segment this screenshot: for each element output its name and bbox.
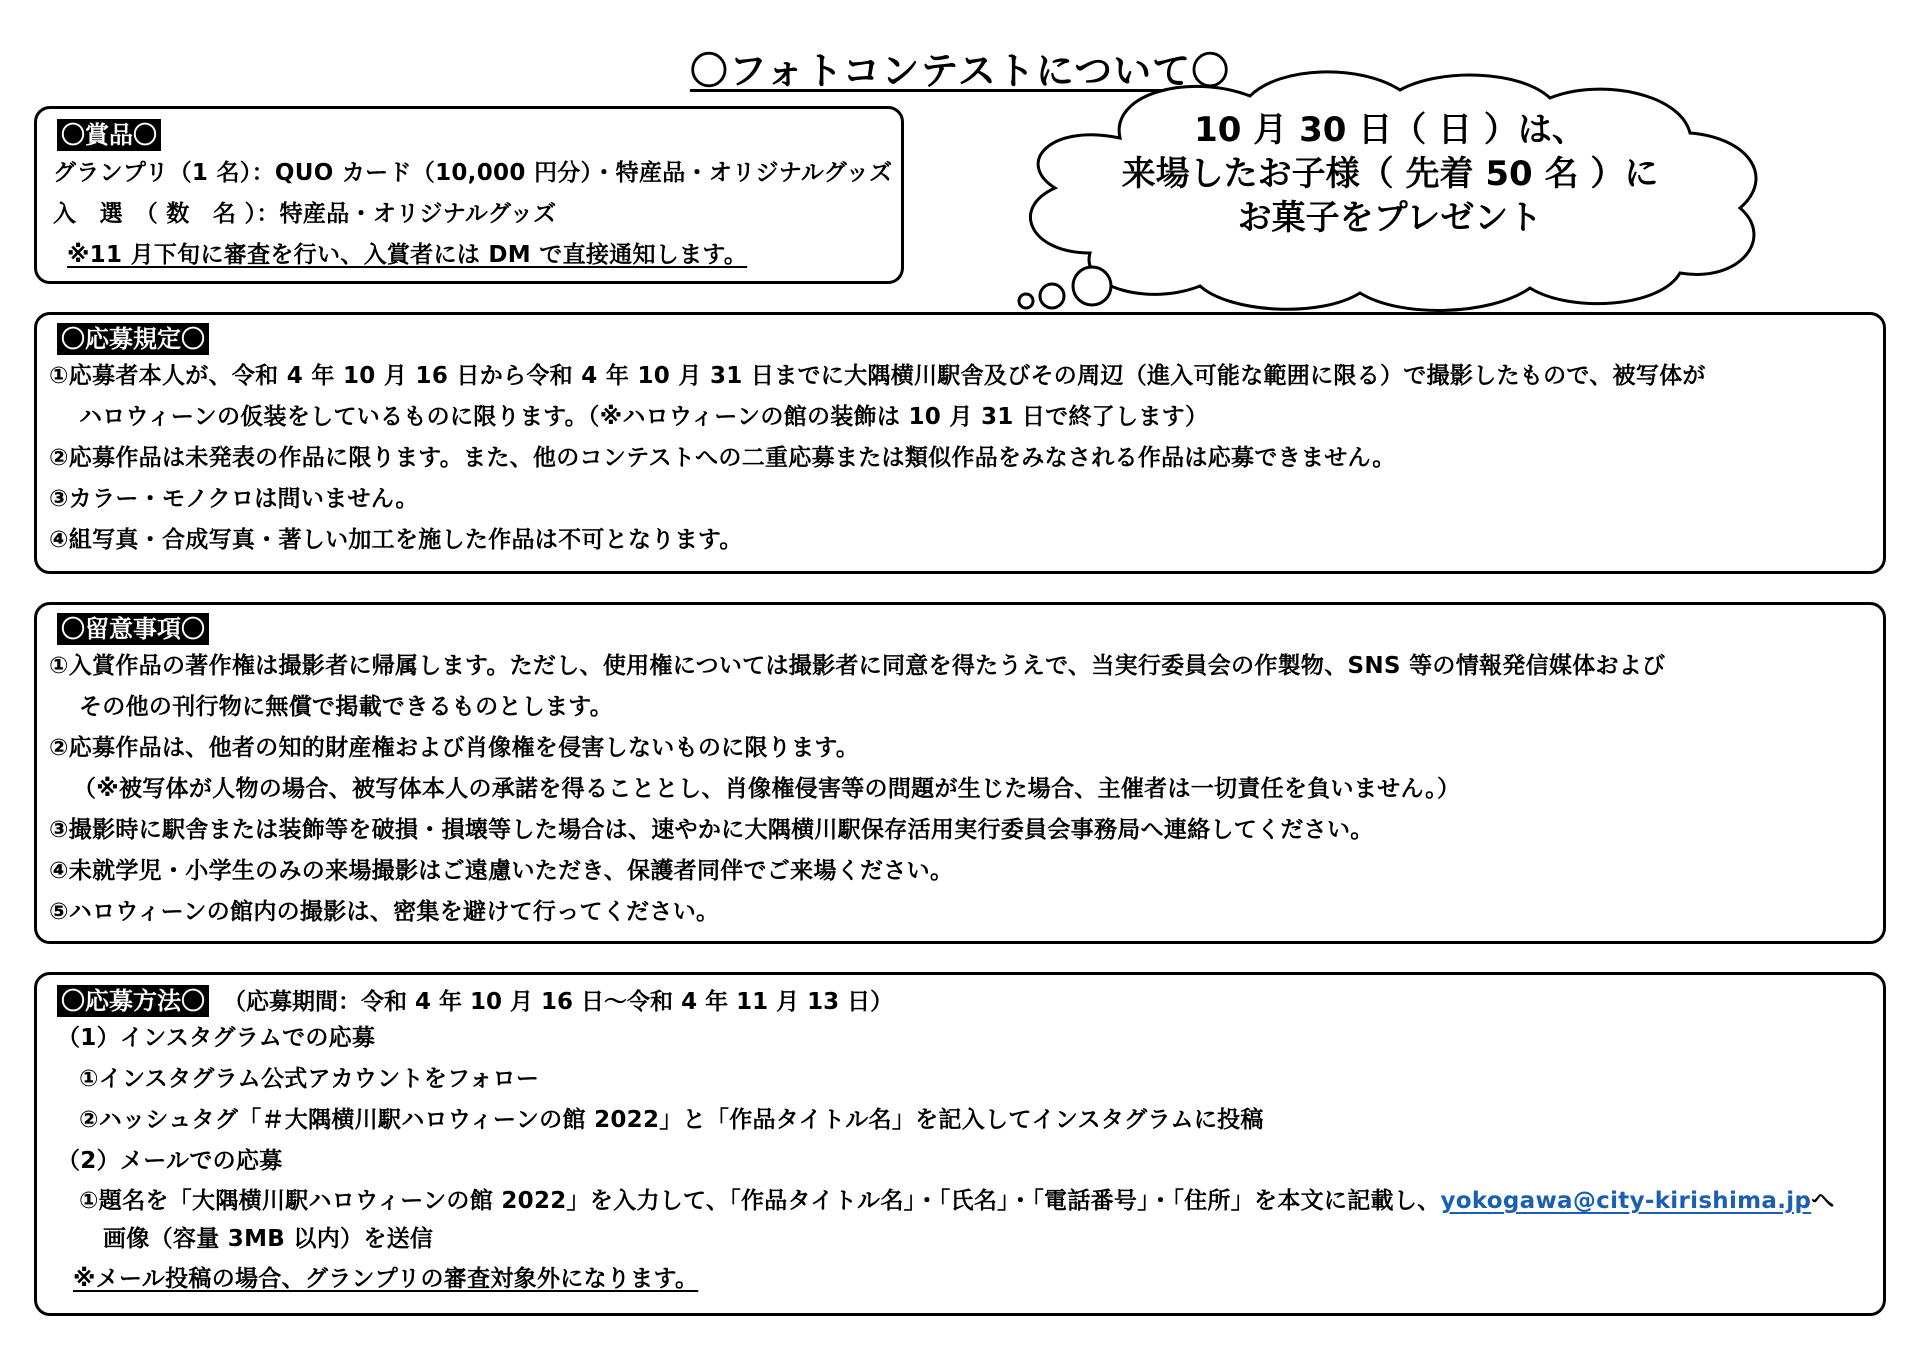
mail-step-suffix: へ	[1811, 1188, 1835, 1214]
method-mail-step-1	[57, 1182, 1883, 1220]
notes-heading: 〇留意事項〇	[57, 613, 209, 645]
method-footnote: ※メール投稿の場合、グランプリの審査対象外になります。	[73, 1266, 699, 1292]
page-title-text: 〇フォトコンテストについて〇	[689, 49, 1231, 93]
method-section	[34, 972, 1886, 1316]
notes-line-5: ⑤ハロウィーンの館内の撮影は、密集を避けて行ってください。	[49, 899, 720, 925]
mail-step-text: ①題名を「大隅横川駅ハロウィーンの館 2022」を入力して、「作品タイトル名」・「氏名」・「電話番号」・「住所」を本文に記載し、	[79, 1188, 1441, 1214]
notes-section	[34, 602, 1886, 944]
notes-line-2: ②応募作品は、他者の知的財産権および肖像権を侵害しないものに限ります。	[49, 735, 860, 761]
rules-line-1-cont: ハロウィーンの仮装をしているものに限ります。（※ハロウィーンの館の装飾は 10 月 31 日で終了します）	[79, 404, 1209, 430]
rules-line-4: ④組写真・合成写真・著しい加工を施した作品は不可となります。	[49, 527, 743, 553]
callout-text	[1090, 108, 1690, 240]
callout-line-children: 来場したお子様（ 先着 50 名 ）に	[1121, 154, 1659, 194]
notes-line-4: ④未就学児・小学生のみの来場撮影はご遠慮いただき、保護者同伴でご来場ください。	[49, 858, 954, 884]
rules-line-3: ③カラー・モノクロは問いません。	[49, 486, 419, 512]
prize-section	[34, 106, 904, 284]
method-period: （応募期間：令和 4 年 10 月 16 日～令和 4 年 11 月 13 日）	[223, 989, 894, 1015]
email-link[interactable]: yokogawa@city-kirishima.jp	[1440, 1188, 1812, 1214]
notes-line-2-note: （※被写体が人物の場合、被写体本人の承諾を得ることとし、肖像権侵害等の問題が生じた場合、主催者は一切責任を負いません。）	[73, 776, 1461, 802]
notes-line-1: ①入賞作品の著作権は撮影者に帰属します。ただし、使用権については撮影者に同意を得たうえで、当実行委員会の作製物、SNS 等の情報発信媒体および	[49, 653, 1666, 679]
prize-line-winner: 入 選 （ 数 名 ）：特産品・オリジナルグッズ	[53, 201, 557, 227]
method-instagram-title: （1）インスタグラムでの応募	[57, 1025, 376, 1051]
rules-section	[34, 312, 1886, 574]
prize-heading: 〇賞品〇	[57, 119, 161, 151]
callout-line-present: お菓子をプレゼント	[1237, 198, 1543, 238]
method-mail-step-1-cont: 画像（容量 3MB 以内）を送信	[103, 1226, 434, 1252]
method-heading: 〇応募方法〇	[57, 985, 209, 1017]
method-instagram-step-1: ①インスタグラム公式アカウントをフォロー	[79, 1066, 540, 1092]
rules-line-1: ①応募者本人が、令和 4 年 10 月 16 日から令和 4 年 10 月 31 日までに大隅横川駅舎及びその周辺（進入可能な範囲に限る）で撮影したもので、被写体が	[49, 363, 1706, 389]
prize-line-notice: ※11 月下旬に審査を行い、入賞者には DM で直接通知します。	[67, 242, 748, 268]
rules-line-2: ②応募作品は未発表の作品に限ります。また、他のコンテストへの二重応募または類似作品をみなされる作品は応募できません。	[49, 445, 1396, 471]
method-mail-title: （2）メールでの応募	[57, 1148, 283, 1174]
rules-heading: 〇応募規定〇	[57, 323, 209, 355]
prize-line-grandprix: グランプリ（1 名）：QUO カード（10,000 円分）・特産品・オリジナルグッズ	[53, 160, 893, 186]
method-instagram-step-2: ②ハッシュタグ「＃大隅横川駅ハロウィーンの館 2022」と「作品タイトル名」を記入してインスタグラムに投稿	[79, 1107, 1264, 1133]
present-callout	[1000, 68, 1780, 318]
notes-line-3: ③撮影時に駅舎または装飾等を破損・損壊等した場合は、速やかに大隅横川駅保存活用実行委員会事務局へ連絡してください。	[49, 817, 1374, 843]
notes-line-1-cont: その他の刊行物に無償で掲載できるものとします。	[79, 694, 614, 720]
callout-line-date: 10 月 30 日（ 日 ）は、	[1194, 110, 1586, 150]
